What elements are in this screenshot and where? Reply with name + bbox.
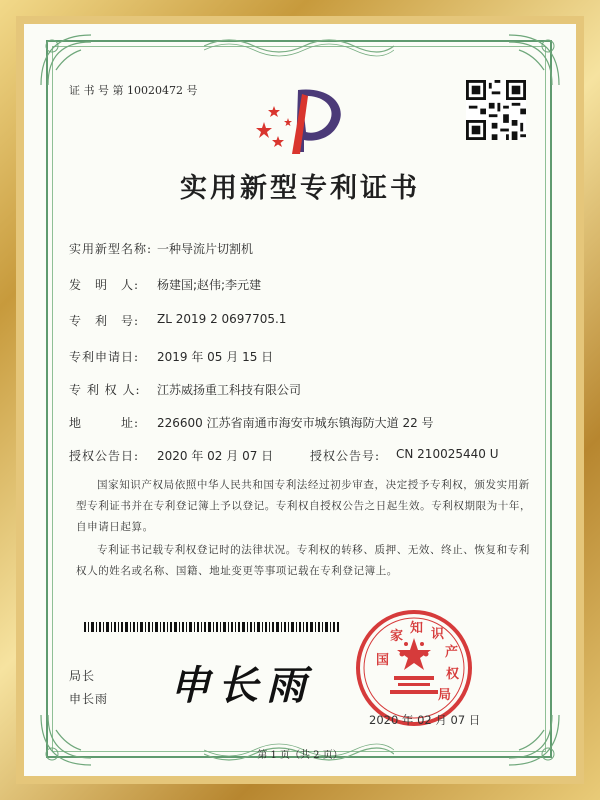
cert-no-value: 10020472 — [127, 84, 183, 97]
patent-number-label: 专 利 号: — [69, 314, 140, 328]
filing-date-value: 2019 年 05 月 15 日 — [157, 350, 274, 364]
corner-ornament-icon — [36, 710, 96, 770]
corner-ornament-icon — [504, 710, 564, 770]
certificate-title: 实用新型专利证书 — [180, 173, 420, 204]
svg-text:局: 局 — [438, 688, 452, 703]
filing-date-label: 专利申请日: — [69, 350, 140, 364]
svg-text:产: 产 — [445, 645, 459, 660]
cert-no-suffix: 号 — [186, 84, 198, 97]
top-ornament-icon — [204, 34, 394, 58]
patentee-label: 专 利 权 人: — [69, 383, 141, 397]
qr-code-icon — [466, 80, 526, 140]
address-label: 地 址: — [69, 416, 140, 430]
svg-text:家: 家 — [390, 629, 404, 644]
director-title: 局长 — [69, 669, 96, 683]
grant-number-value: CN 210025440 U — [396, 447, 499, 461]
corner-ornament-icon — [36, 30, 96, 90]
cert-no-label: 证 书 号 第 — [69, 84, 124, 97]
patent-office-logo-icon — [252, 80, 352, 160]
statement-paragraph-1: 国家知识产权局依照中华人民共和国专利法经过初步审查，决定授予专利权，颁发实用新型专利证书并在专利登记簿上予以登记。专利权自授权公告之日起生效。专利权期限为十年，自申请日起算。 — [76, 479, 532, 533]
official-seal-icon — [354, 608, 474, 728]
svg-text:权: 权 — [446, 667, 460, 682]
address-value: 226600 江苏省南通市海安市城东镇海防大道 22 号 — [157, 416, 434, 430]
page-number: 第 1 页（共 2 页） — [257, 750, 343, 761]
svg-text:国: 国 — [376, 653, 390, 668]
grant-date-value: 2020 年 02 月 07 日 — [157, 449, 274, 463]
barcode-icon — [84, 622, 339, 632]
seal-date: 2020 年 02 月 07 日 — [369, 713, 481, 727]
grant-date-label: 授权公告日: — [69, 449, 140, 463]
patentee-value: 江苏威扬重工科技有限公司 — [157, 383, 302, 397]
inventor-value: 杨建国;赵伟;李元建 — [157, 278, 262, 292]
svg-text:知: 知 — [410, 621, 424, 636]
certificate-paper — [24, 24, 576, 776]
utility-model-name-value: 一种导流片切割机 — [157, 242, 254, 256]
svg-text:识: 识 — [431, 627, 445, 642]
inventor-label: 发 明 人: — [69, 278, 140, 292]
grant-number-label: 授权公告号: — [310, 449, 381, 463]
certificate-number — [69, 82, 198, 98]
statement-paragraph-2: 专利证书记载专利权登记时的法律状况。专利权的转移、质押、无效、终止、恢复和专利权人的姓名或名称、国籍、地址变更等事项记载在专利登记簿上。 — [76, 544, 530, 577]
utility-model-name-label: 实用新型名称: — [69, 242, 153, 256]
director-name: 申长雨 — [69, 692, 109, 706]
patent-number-value: ZL 2019 2 0697705.1 — [157, 312, 287, 326]
handwritten-signature: 申长雨 — [170, 662, 314, 709]
